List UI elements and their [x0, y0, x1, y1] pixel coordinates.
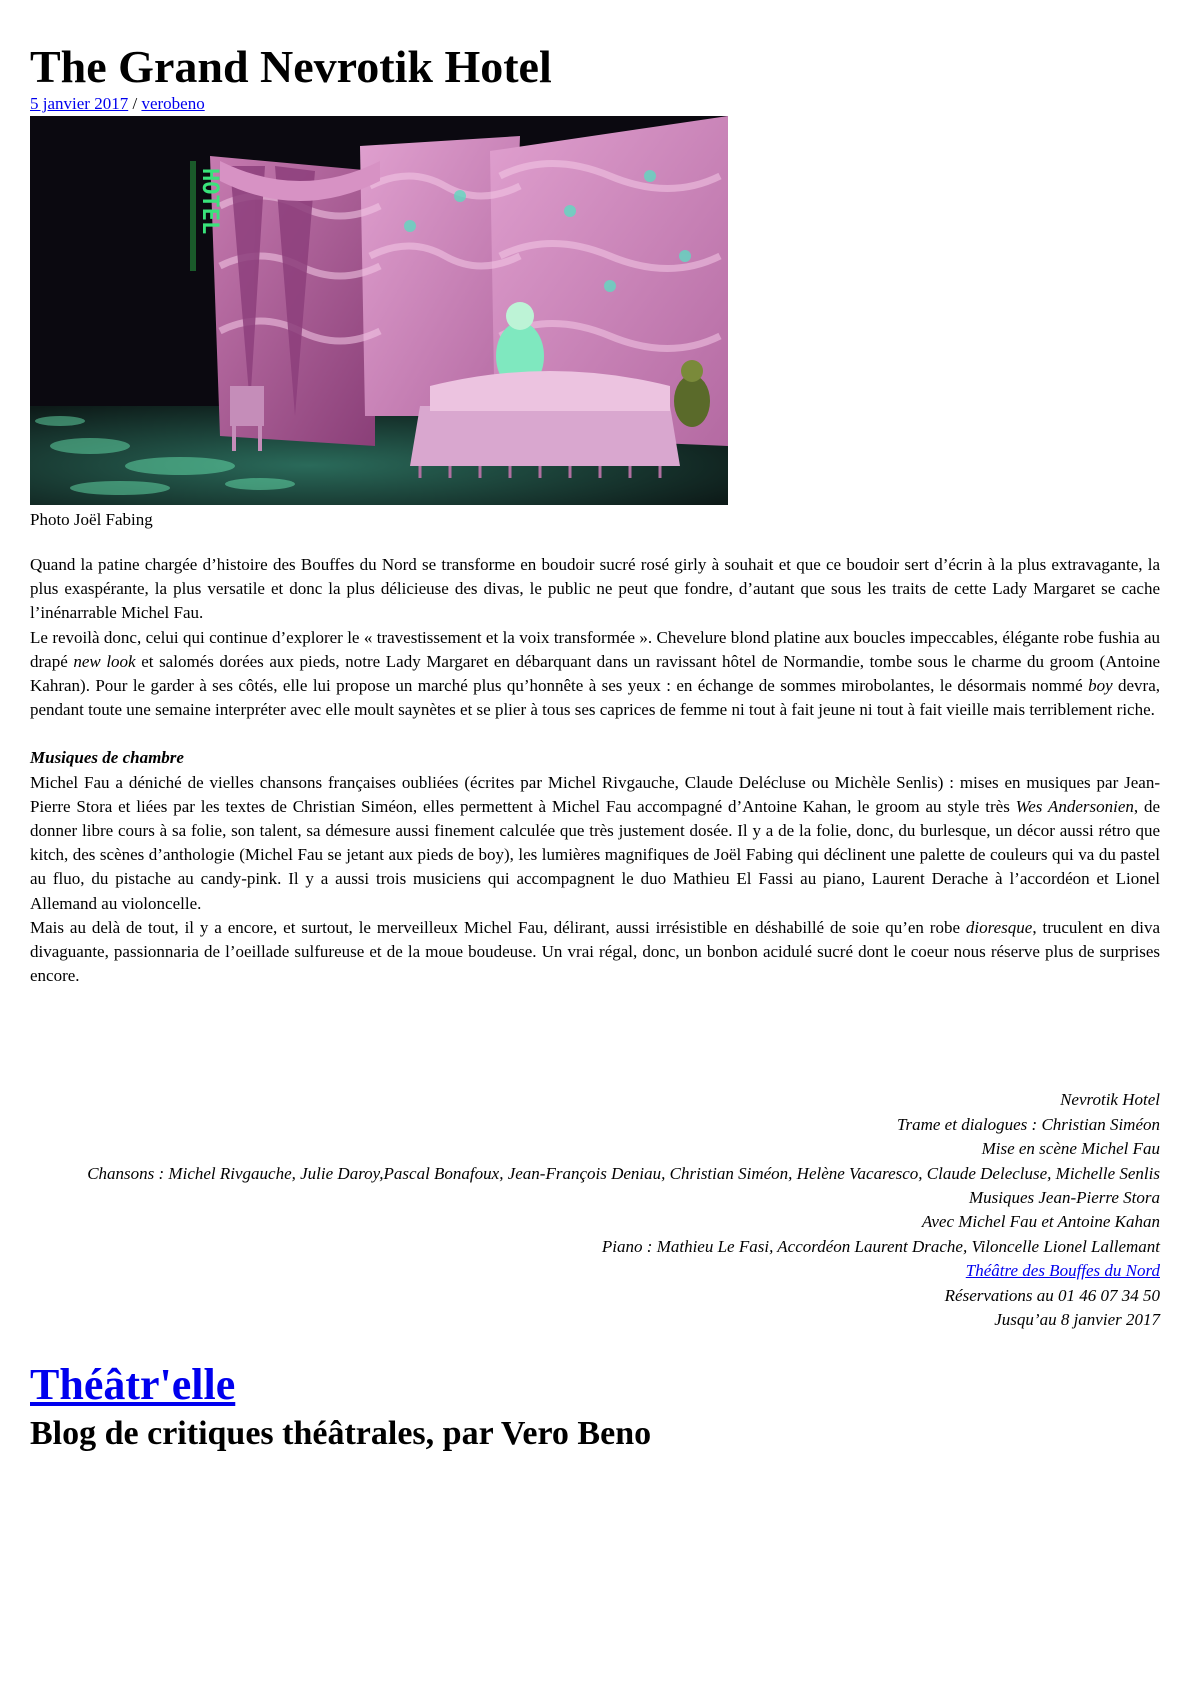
credit-musiques: Musiques Jean-Pierre Stora — [968, 1188, 1160, 1208]
hotel-sign: HOTEL — [197, 168, 222, 235]
stage-photo — [30, 116, 728, 505]
post-title: The Grand Nevrotik Hotel — [30, 41, 552, 92]
post-meta — [30, 94, 1160, 114]
credit-trame: Trame et dialogues : Christian Siméon — [896, 1114, 1160, 1134]
credit-show: Nevrotik Hotel — [1060, 1090, 1160, 1110]
article-body — [30, 553, 1160, 988]
credit-until: Jusqu’au 8 janvier 2017 — [994, 1310, 1160, 1330]
credit-mise: Mise en scène Michel Fau — [981, 1139, 1160, 1159]
credit-chansons: Chansons : Michel Rivgauche, Julie Daroy,Pascal Bonafoux, Jean-François Deniau, Christian Siméon, Helène Vacaresco, Claude Delecluse, Michelle Senlis — [87, 1163, 1160, 1183]
blog-home-link[interactable]: Théâtr'elle — [30, 1359, 236, 1409]
meta-separator: / — [132, 94, 138, 113]
credit-reservations: Réservations au 01 46 07 34 50 — [944, 1285, 1160, 1305]
paragraph-1: Quand la patine chargée d’histoire des Bouffes du Nord se transforme en boudoir sucré rosé girly à souhait et que ce boudoir sert d’écrin à la plus extravagante, la plus exaspérante, la plus versatile et donc la plus délicieuse des divas, le public ne peut que fondre, d’autant que sous les traits de cette Lady Margaret se cache l’inénarrable Michel Fau. — [30, 555, 1160, 623]
stage-photo-illustration — [30, 116, 728, 505]
credit-avec: Avec Michel Fau et Antoine Kahan — [921, 1212, 1160, 1232]
article — [30, 0, 1160, 1455]
paragraph-4: Mais au delà de tout, il y a encore, et surtout, le merveilleux Michel Fau, délirant, aussi irrésistible en déshabillé de soie qu’en robe dioresque, truculent en diva divaguante, passionnaria de l’oeillade sulfureuse et de la moue boudeuse. Un vrai régal, donc, un bonbon acidulé sucré dont le coeur nous réserve plus de surprises encore. — [30, 917, 1160, 986]
blog-tagline: Blog de critiques théâtrales, par Vero Beno — [30, 1414, 652, 1452]
credit-piano: Piano : Mathieu Le Fasi, Accordéon Laurent Drache, Viloncelle Lionel Lallemant — [601, 1236, 1160, 1256]
subheading: Musiques de chambre — [30, 748, 184, 768]
show-credits — [30, 1088, 1160, 1332]
post-author-link[interactable]: verobeno — [141, 94, 205, 113]
paragraph-2: Le revoilà donc, celui qui continue d’explorer le « travestissement et la voix transformée ». Chevelure blond platine aux boucles impeccables, élégante robe fushia au drapé new look et salomés dorées aux pieds, notre Lady Margaret en débarquant dans un ravissant hôtel de Normandie, tombe sous le charme du groom (Antoine Kahran). Pour le garder à ses côtés, elle lui propose un marché plus qu’honnête à ses yeux : en échange de sommes mirobolantes, le désormais nommé boy devra, pendant toute une semaine interpréter avec elle moult saynètes et se plier à tous ses caprices de femme ni tout à fait jeune ni tout à fait vieille mais terriblement riche. — [30, 627, 1160, 720]
post-date-link[interactable]: 5 janvier 2017 — [30, 94, 129, 113]
paragraph-3: Michel Fau a déniché de vielles chansons françaises oubliées (écrites par Michel Rivgauche, Claude Delécluse ou Michèle Senlis) : mises en musiques par Jean-Pierre Stora et liées par les textes de Christian Siméon, elles permettent à Michel Fau accompagné d’Antoine Kahan, le groom au style très Wes Andersonien, de donner libre cours à sa folie, son talent, sa démesure aussi finement calculée que très justement dosée. Il y a de la folie, donc, du burlesque, un décor aussi rétro que kitch, des scènes d’anthologie (Michel Fau se jetant aux pieds de boy), les lumières magnifiques de Joël Fabing qui déclinent une palette de couleurs qui va du pastel au fluo, du pistache au candy-pink. Il y a aussi trois musiciens qui accompagnent le duo Mathieu El Fassi au piano, Laurent Derache à l’accordéon et Lionel Allemand au violoncelle. — [30, 772, 1160, 913]
theatre-link[interactable]: Théâtre des Bouffes du Nord — [965, 1261, 1160, 1281]
photo-caption: Photo Joël Fabing — [30, 510, 153, 529]
blog-title — [30, 1359, 1160, 1411]
